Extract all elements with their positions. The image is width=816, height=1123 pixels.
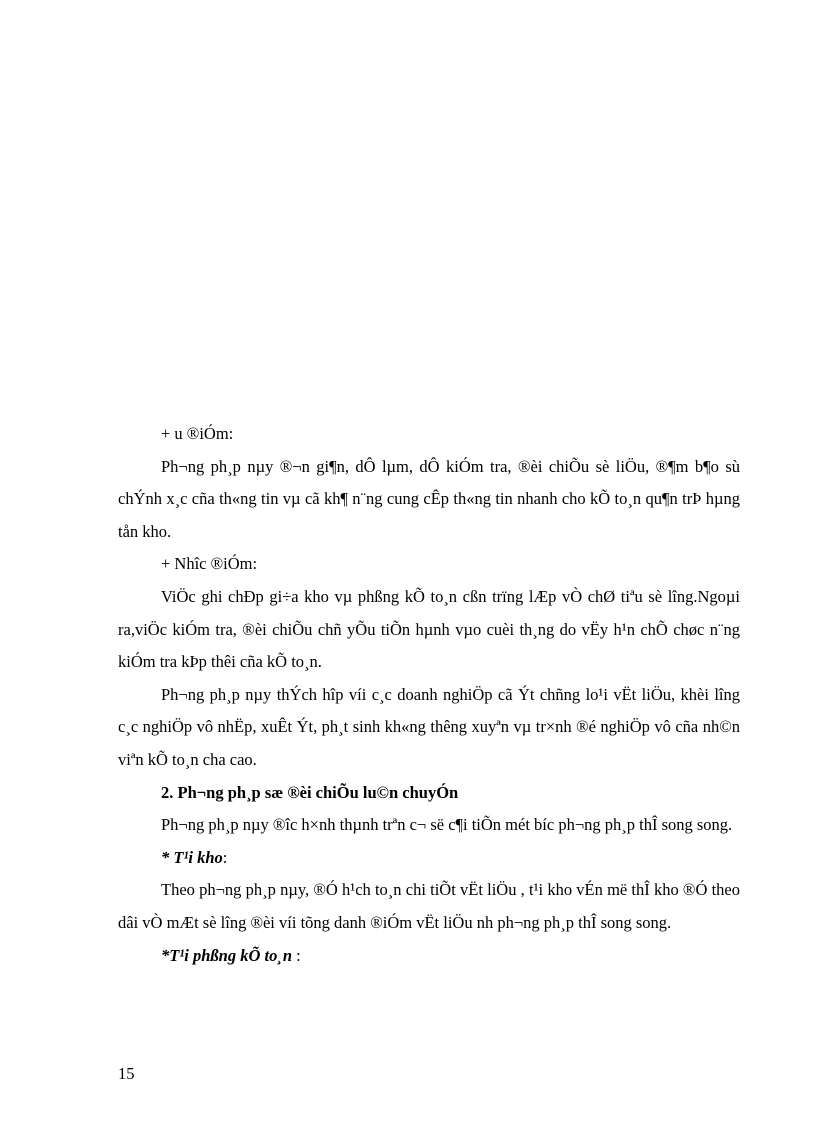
advantages-heading: + u ®iÓm: xyxy=(161,424,234,443)
disadvantages-paragraph: ViÖc ghi chÐp gi÷a kho vµ phßng kÕ to¸n cßn trïng lÆp vÒ chØ tiªu sè lîng.Ngoµi ra,viÖc kiÓm tra, ®èi chiÕu chñ yÕu tiÕn hµnh vµo cuèi th¸ng do vËy h¹n chÕ chøc n¨ng kiÓm tra kÞp thêi cña kÕ to¸n. xyxy=(118,586,740,672)
page-body xyxy=(118,418,740,972)
accounting-subheading-label: *T¹i phßng kÕ to¸n xyxy=(161,945,293,965)
disadvantages-heading: + Nhîc ®iÓm: xyxy=(161,554,258,574)
warehouse-subheading-colon: : xyxy=(222,847,228,867)
method-intro-paragraph: Ph¬ng ph¸p nµy ®îc h×nh thµnh trªn c¬ së c¶i tiÕn mét bíc ph¬ng ph¸p thÎ song song. xyxy=(161,815,733,835)
page-number: 15 xyxy=(118,1064,135,1083)
section-heading: 2. Ph¬ng ph¸p sæ ®èi chiÕu lu©n chuyÓn xyxy=(161,782,459,802)
accounting-subheading-colon: : xyxy=(292,945,301,965)
warehouse-subheading-label: * T¹i kho xyxy=(161,847,223,867)
warehouse-paragraph: Theo ph¬ng ph¸p nµy, ®Ó h¹ch to¸n chi tiÕt vËt liÖu , t¹i kho vÉn më thÎ kho ®Ó theo dâi vÒ mÆt sè lîng ®èi víi tõng danh ®iÓm vËt liÖu nh ph¬ng ph¸p thÎ song song. xyxy=(118,880,740,932)
suitability-paragraph: Ph¬ng ph¸p nµy thÝch hîp víi c¸c doanh nghiÖp cã Ýt chñng lo¹i vËt liÖu, khèi lîng c¸c nghiÖp vô nhËp, xuÊt Ýt, ph¸t sinh kh«ng thêng xuyªn vµ tr×nh ®é nghiÖp vô cña nh©n viªn kÕ to¸n cha cao. xyxy=(118,684,740,769)
accounting-subheading xyxy=(118,940,740,973)
advantages-paragraph: Ph¬ng ph¸p nµy ®¬n gi¶n, dÔ lµm, dÔ kiÓm tra, ®èi chiÕu sè liÖu, ®¶m b¶o sù chÝnh x¸c cña th«ng tin vµ cã kh¶ n¨ng cung cÊp th«ng tin nhanh cho kÕ to¸n qu¶n trÞ hµng tån kho. xyxy=(118,456,740,541)
warehouse-subheading xyxy=(118,842,740,875)
